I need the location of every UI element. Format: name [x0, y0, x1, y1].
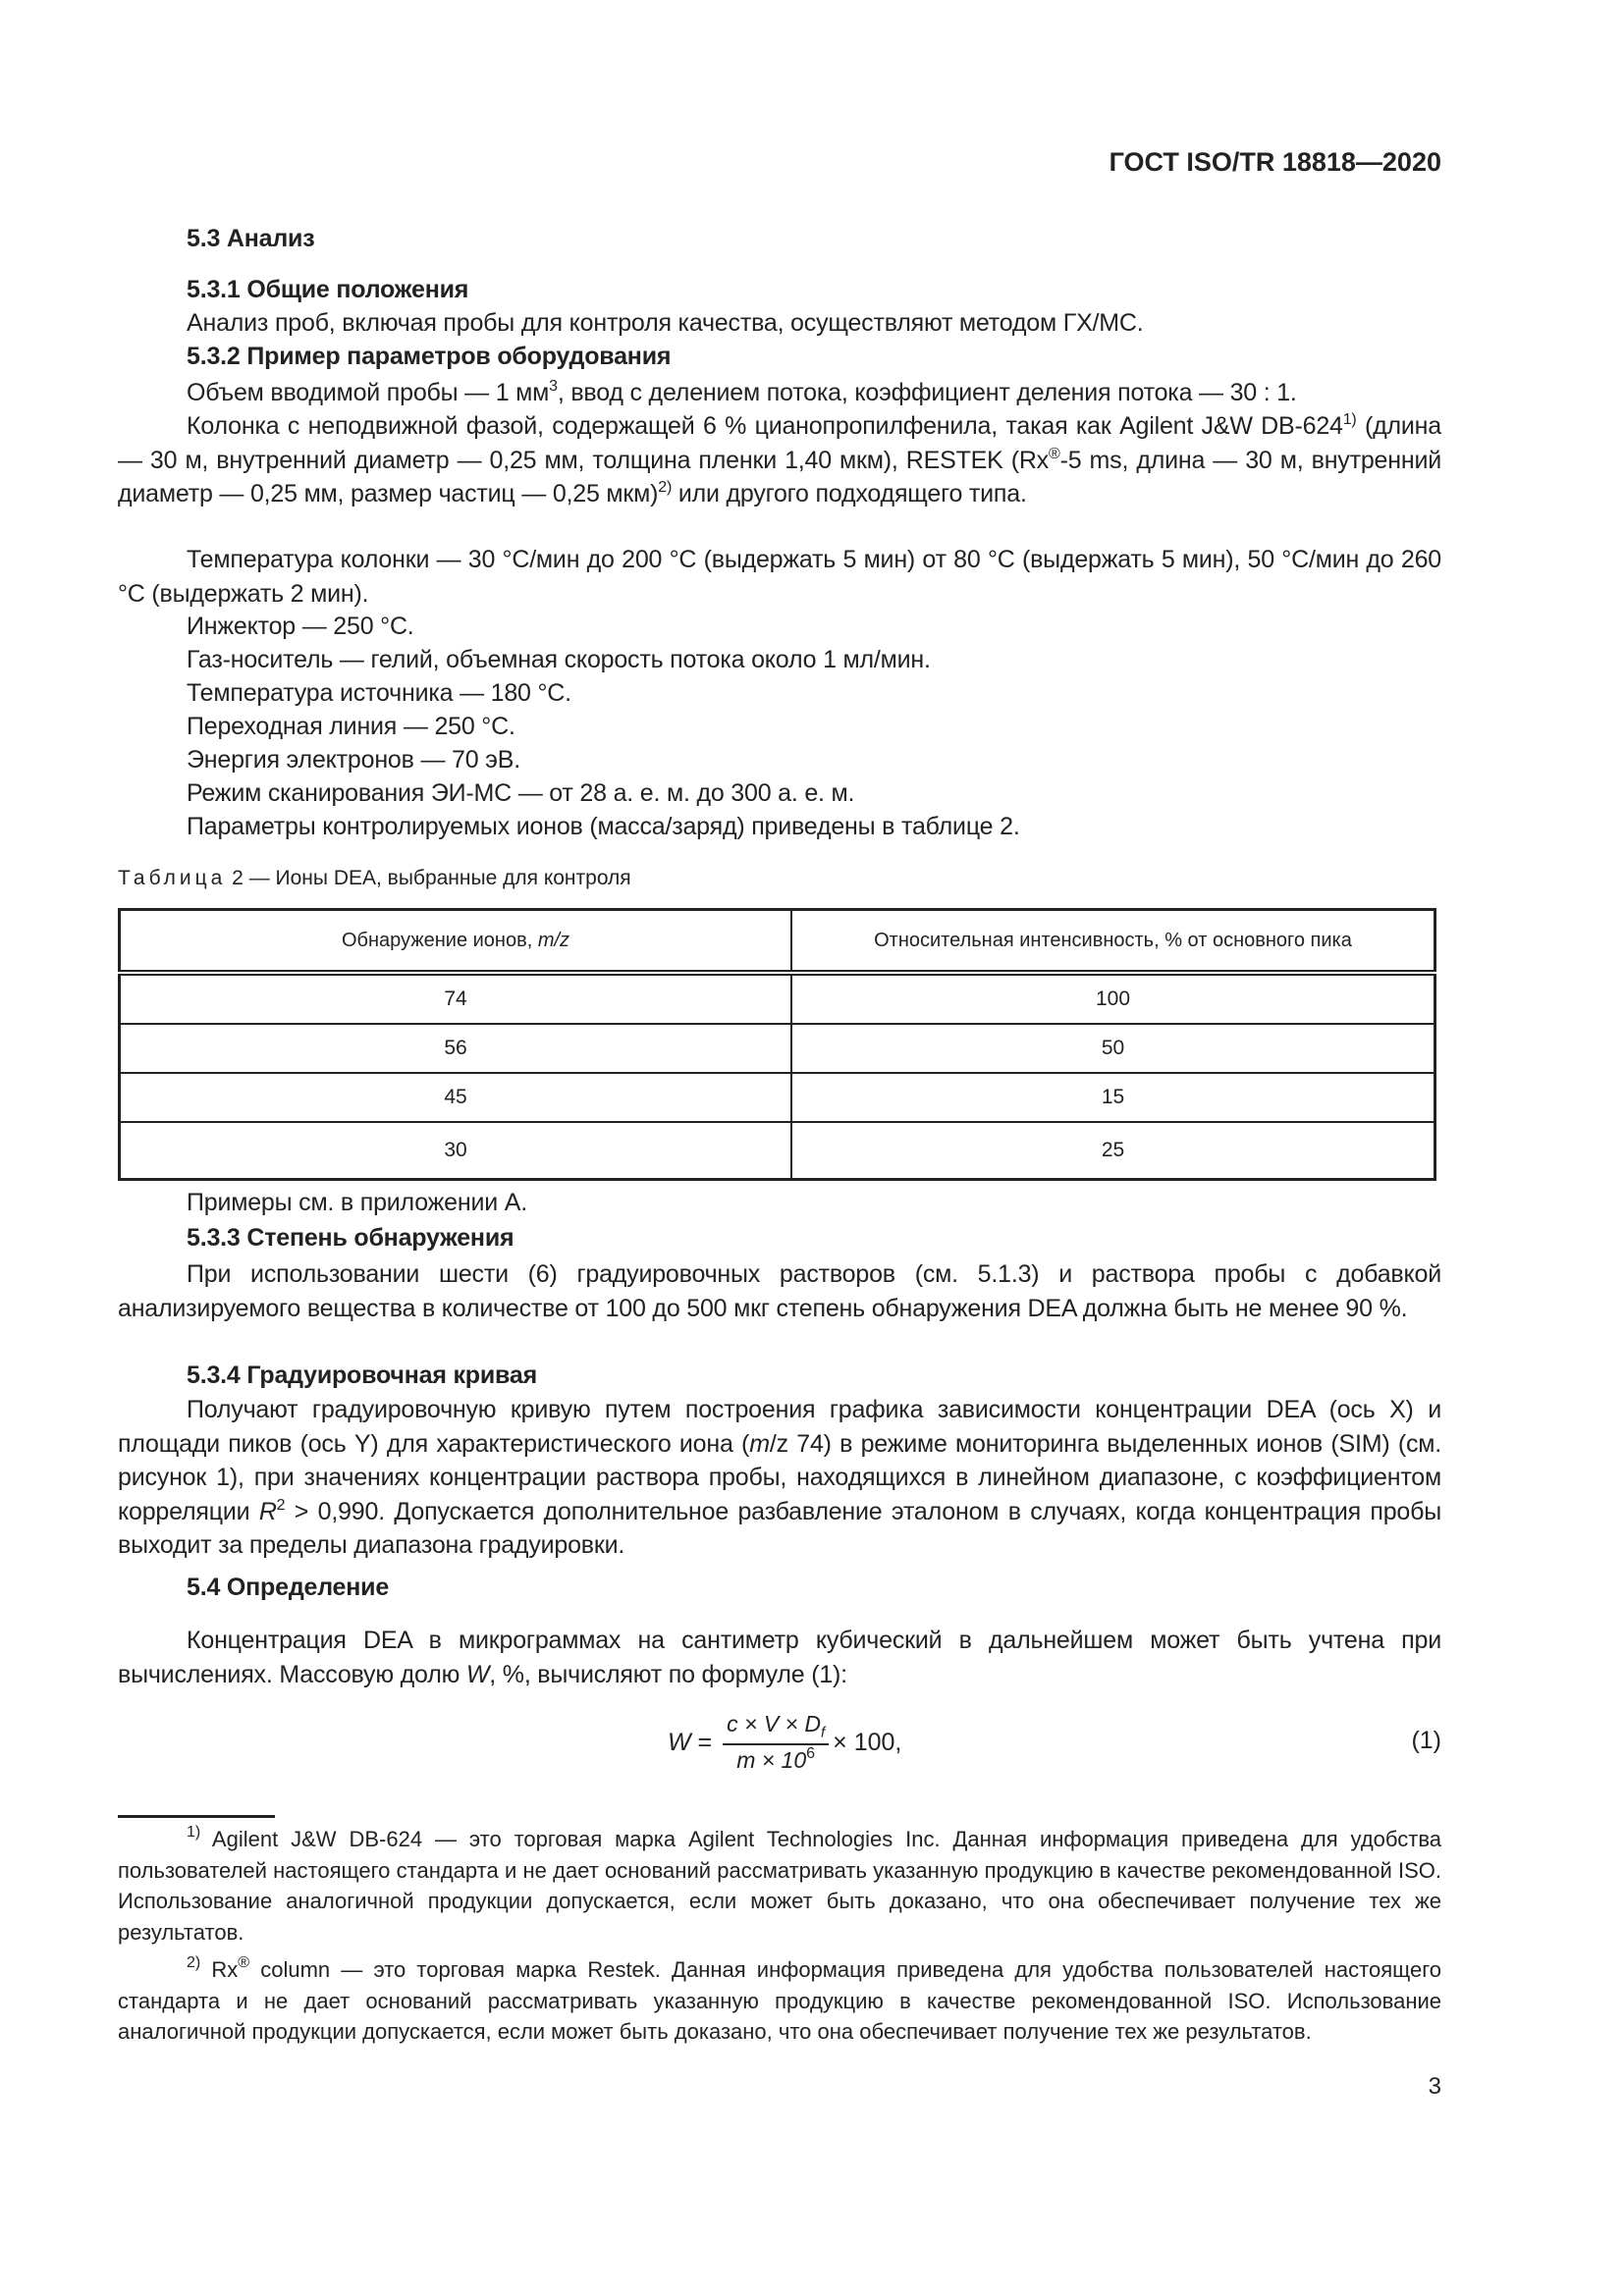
cell-intensity: 100 [791, 973, 1435, 1024]
table-row [120, 1024, 1435, 1073]
section-5-3-1-text: Анализ проб, включая пробы для контроля качества, осуществляют методом ГХ/МС. [187, 309, 1144, 337]
table-header-row [120, 910, 1435, 974]
section-5-3-title: 5.3 Анализ [187, 225, 315, 252]
section-5-3-4-title: 5.3.4 Градуировочная кривая [187, 1362, 537, 1389]
cell-intensity: 15 [791, 1073, 1435, 1122]
footnote-2: $^{2)}$ Rx® column — это торговая марка Restek. Данная информация приведена для удобства пользователей настоящего стандарта и не дает оснований рассматривать указанную продукцию в качестве рекомендованной ISO. Использование аналогичной продукции допускается, если может быть доказано, что она обеспечивает получение тех же результатов. [118, 1954, 1442, 2044]
param-column-temperature: Температура колонки — 30 °С/мин до 200 °С (выдержать 5 мин) от 80 °С (выдержать 5 мин), 50 °С/мин до 260 °С (выдержать 2 мин). [118, 546, 1441, 608]
param-column: Колонка с неподвижной фазой, содержащей 6 % цианопропилфенила, такая как Agilent J&W DB-624$^{1)}$ (длина — 30 м, внутренний диаметр — 0,25 мм, толщина пленки 1,40 мкм), RESTEK (Rx®-5 ms, длина — 30 м, внутренний диаметр — 0,25 мм, размер частиц — 0,25 мкм)$^{2)}$ или другого подходящего типа. [118, 411, 1441, 507]
param-injector: Инжектор — 250 °С. [187, 613, 414, 640]
page-number: 3 [1428, 2073, 1441, 2100]
cell-mz: 56 [120, 1024, 792, 1073]
cell-mz: 74 [120, 973, 792, 1024]
table-row [120, 1122, 1435, 1180]
cell-mz: 45 [120, 1073, 792, 1122]
section-5-4-text: Концентрация DEA в микрограммах на сантиметр кубический в дальнейшем может быть учтена при вычислениях. Массовую долю W, %, вычисляют по формуле (1): [118, 1627, 1441, 1688]
formula-expression: W = $\frac{c \times V \times D_f}{m \times 10^6}$ × 100, [668, 1711, 902, 1773]
param-source-temperature: Температура источника — 180 °С. [187, 679, 571, 707]
cell-intensity: 50 [791, 1024, 1435, 1073]
footnote-1: $^{1)}$ Agilent J&W DB-624 — это торговая марка Agilent Technologies Inc. Данная информация приведена для удобства пользователей настоящего стандарта и не дает оснований рассматривать указанную продукцию в качестве рекомендованной ISO. Использование аналогичной продукции допускается, если может быть доказано, что она обеспечивает получение тех же результатов. [118, 1824, 1441, 1945]
param-scan-mode: Режим сканирования ЭИ-МС — от 28 а. е. м. до 300 а. е. м. [187, 779, 855, 807]
formula-numerator: $c \times V \times D_f$ [723, 1711, 829, 1745]
table-2-caption: Таблица 2 — Ионы DEA, выбранные для контроля [118, 867, 631, 889]
formula-fraction [723, 1711, 829, 1774]
section-5-4-title: 5.4 Определение [187, 1574, 390, 1601]
table-row [120, 973, 1435, 1024]
document-header: ГОСТ ISO/TR 18818—2020 [1109, 147, 1441, 177]
param-sample-volume: Объем вводимой пробы — 1 $мм^3$, ввод с делением потока, коэффициент деления потока — 30 : 1. [187, 378, 1297, 406]
section-5-3-3-title: 5.3.3 Степень обнаружения [187, 1224, 514, 1252]
cell-mz: 30 [120, 1122, 792, 1180]
param-transfer-line: Переходная линия — 250 °С. [187, 713, 515, 740]
table-row [120, 1073, 1435, 1122]
param-carrier-gas: Газ-носитель — гелий, объемная скорость потока около 1 мл/мин. [187, 646, 931, 673]
column-header-mz: Обнаружение ионов, m/z [120, 910, 792, 974]
section-5-3-1-title: 5.3.1 Общие положения [187, 276, 469, 303]
examples-reference: Примеры см. в приложении А. [187, 1189, 527, 1216]
formula-1 [668, 1703, 1441, 1782]
section-5-3-4-text: Получают градуировочную кривую путем построения графика зависимости концентрации DEA (ось X) и площади пиков (ось Y) для характеристического иона (m/z 74) в режиме мониторинга выделенных ионов (SIM) (см. рисунок 1), при значениях концентрации раствора пробы, находящихся в линейном диапазоне, с коэффициентом корреляции $R^2 > 0,990$. Допускается дополнительное разбавление эталоном в случаях, когда концентрация пробы выходит за пределы диапазона градуировки. [118, 1396, 1442, 1559]
formula-number: (1) [1411, 1727, 1441, 1754]
section-5-3-3-text: При использовании шести (6) градуировочных растворов (см. 5.1.3) и раствора пробы с добавкой анализируемого вещества в количестве от 100 до 500 мкг степень обнаружения DEA должна быть не менее 90 %. [118, 1260, 1441, 1322]
param-ions-reference: Параметры контролируемых ионов (масса/заряд) приведены в таблице 2. [187, 813, 1020, 840]
column-header-intensity: Относительная интенсивность, % от основного пика [791, 910, 1435, 974]
table-2-ions [118, 908, 1436, 1181]
section-5-3-2-title: 5.3.2 Пример параметров оборудования [187, 343, 672, 370]
footnote-divider [118, 1815, 275, 1818]
param-electron-energy: Энергия электронов — 70 эВ. [187, 746, 520, 774]
formula-denominator: $m \times 10^6$ [736, 1744, 816, 1773]
cell-intensity: 25 [791, 1122, 1435, 1180]
